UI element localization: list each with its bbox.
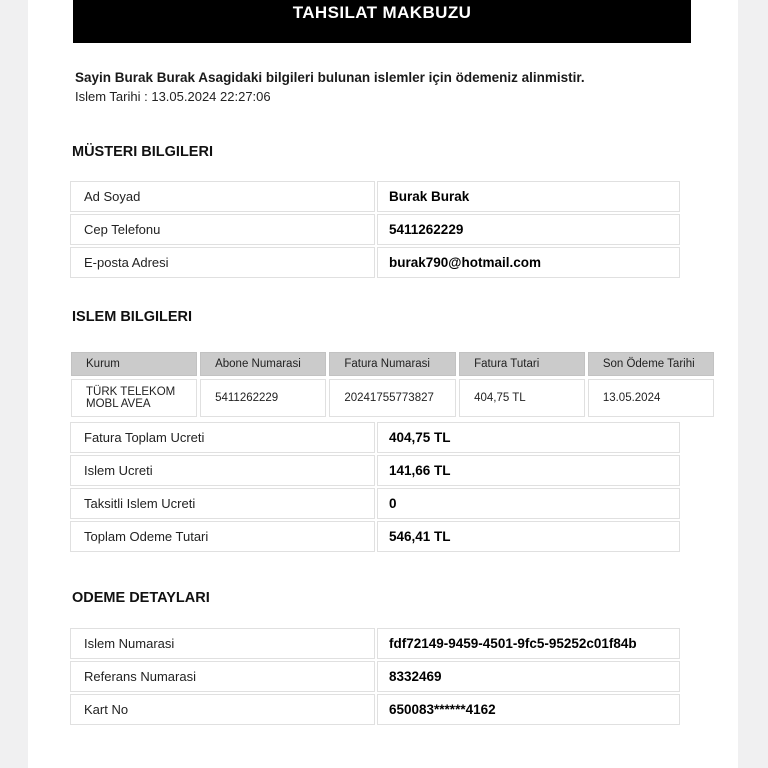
- row-label: Fatura Toplam Ucreti: [70, 422, 375, 453]
- column-header: Fatura Tutari: [459, 352, 585, 376]
- receipt-title: TAHSILAT MAKBUZU: [292, 3, 472, 22]
- table-row: [70, 214, 680, 245]
- row-label: Cep Telefonu: [70, 214, 375, 245]
- row-label: Islem Ucreti: [70, 455, 375, 486]
- table-row: [70, 488, 680, 519]
- column-header: Son Ödeme Tarihi: [588, 352, 714, 376]
- table-row: [70, 661, 680, 692]
- row-label: Toplam Odeme Tutari: [70, 521, 375, 552]
- row-value: 5411262229: [377, 214, 680, 245]
- row-label: Referans Numarasi: [70, 661, 375, 692]
- row-label: Islem Numarasi: [70, 628, 375, 659]
- cell-fatura-numarasi: 20241755773827: [329, 379, 456, 417]
- row-value: 141,66 TL: [377, 455, 680, 486]
- cell-abone-numarasi: 5411262229: [200, 379, 326, 417]
- table-row: [70, 422, 680, 453]
- transaction-section-heading: ISLEM BILGILERI: [72, 309, 193, 325]
- table-row: [70, 181, 680, 212]
- row-value: burak790@hotmail.com: [377, 247, 680, 278]
- table-row: [70, 247, 680, 278]
- row-value: Burak Burak: [377, 181, 680, 212]
- row-value: 0: [377, 488, 680, 519]
- table-row: [70, 521, 680, 552]
- cell-kurum: TÜRK TELEKOM MOBL AVEA: [71, 379, 197, 417]
- table-row: [70, 455, 680, 486]
- row-label: Kart No: [70, 694, 375, 725]
- row-label: E-posta Adresi: [70, 247, 375, 278]
- transaction-detail-table: [68, 349, 717, 420]
- transaction-date: Islem Tarihi : 13.05.2024 22:27:06: [75, 89, 271, 104]
- customer-section-heading: MÜSTERI BILGILERI: [72, 144, 213, 160]
- receipt-page: [28, 0, 738, 768]
- row-value: 650083******4162: [377, 694, 680, 725]
- payment-section-heading: ODEME DETAYLARI: [72, 590, 210, 606]
- table-row: [70, 694, 680, 725]
- column-header: Fatura Numarasi: [329, 352, 456, 376]
- cell-fatura-tutari: 404,75 TL: [459, 379, 585, 417]
- row-value: 404,75 TL: [377, 422, 680, 453]
- table-header-row: [71, 352, 714, 376]
- row-value: 8332469: [377, 661, 680, 692]
- row-value: 546,41 TL: [377, 521, 680, 552]
- fee-summary-table: [68, 420, 682, 554]
- row-label: Taksitli Islem Ucreti: [70, 488, 375, 519]
- row-value: fdf72149-9459-4501-9fc5-95252c01f84b: [377, 628, 680, 659]
- table-row: [70, 628, 680, 659]
- table-row: [71, 379, 714, 417]
- column-header: Abone Numarasi: [200, 352, 326, 376]
- cell-son-odeme-tarihi: 13.05.2024: [588, 379, 714, 417]
- receipt-title-bar: [73, 0, 691, 43]
- column-header: Kurum: [71, 352, 197, 376]
- greeting-text: Sayin Burak Burak Asagidaki bilgileri bulunan islemler için ödemeniz alinmistir.: [75, 70, 585, 85]
- row-label: Ad Soyad: [70, 181, 375, 212]
- payment-details-table: [68, 626, 682, 727]
- customer-info-table: [68, 179, 682, 280]
